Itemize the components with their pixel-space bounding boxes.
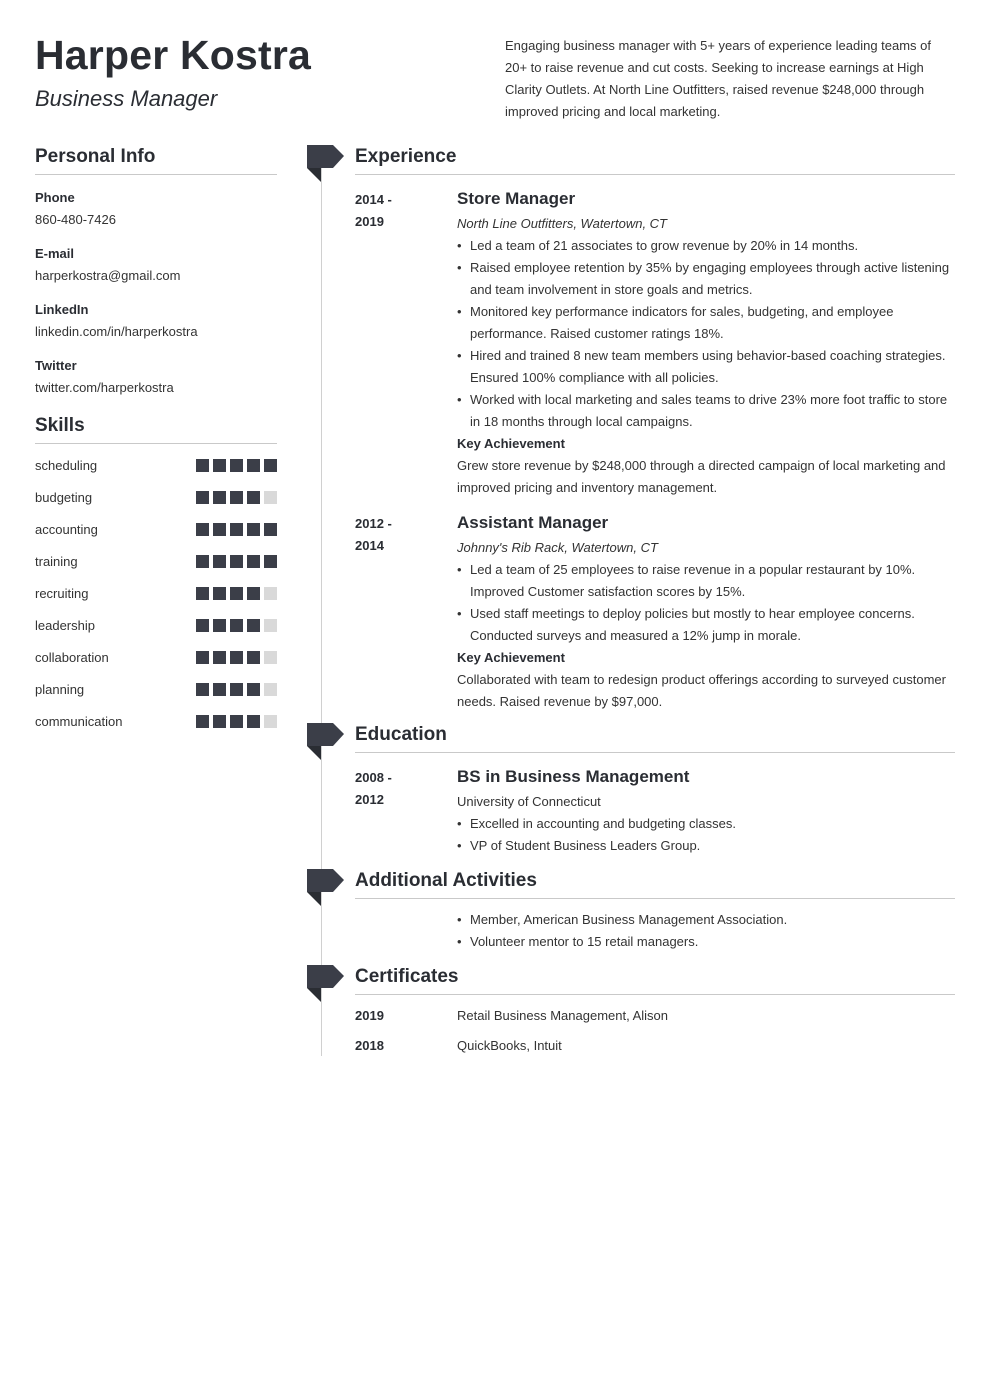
section-flag-icon (307, 869, 344, 907)
email-block (35, 243, 277, 287)
skill-dot-filled (196, 491, 209, 504)
phone-label: Phone (35, 190, 75, 205)
skill-level-meter (196, 619, 277, 632)
skill-row (35, 609, 277, 641)
skill-dot-empty (264, 587, 277, 600)
skill-dot-filled (213, 587, 226, 600)
skill-dot-filled (196, 523, 209, 536)
skill-dot-empty (264, 651, 277, 664)
skill-dot-filled (213, 683, 226, 696)
section-flag-icon (307, 965, 344, 1003)
certificate-row (355, 1035, 955, 1057)
key-achievement-label: Key Achievement (457, 436, 565, 451)
twitter-block (35, 355, 277, 399)
twitter-label: Twitter (35, 358, 77, 373)
skill-dot-filled (247, 459, 260, 472)
list-item: • VP of Student Business Leaders Group. (457, 835, 955, 857)
skill-dot-filled (247, 523, 260, 536)
skill-dot-filled (230, 619, 243, 632)
skill-dot-filled (230, 715, 243, 728)
list-item: • Volunteer mentor to 15 retail managers. (457, 931, 955, 953)
phone-block (35, 187, 277, 231)
skill-dot-filled (213, 459, 226, 472)
skill-level-meter (196, 523, 277, 536)
candidate-title: Business Manager (35, 86, 218, 111)
section-flag-icon (307, 723, 344, 761)
job-role: Assistant Manager (457, 513, 609, 532)
section-flag-icon (307, 145, 344, 183)
list-item: • Raised employee retention by 35% by engaging employees through active listening and team involvement in store goals and metrics. (457, 257, 955, 301)
education-section (355, 724, 955, 857)
skill-name: recruiting (35, 585, 89, 601)
job-dates (355, 511, 457, 713)
skill-dot-filled (230, 523, 243, 536)
activities-heading: Additional Activities (355, 870, 955, 899)
skill-row (35, 545, 277, 577)
email-value: harperkostra@gmail.com (35, 268, 181, 283)
skill-dot-filled (213, 715, 226, 728)
skill-name: collaboration (35, 649, 109, 665)
experience-heading: Experience (355, 146, 955, 175)
certificate-year: 2019 (355, 1008, 384, 1023)
candidate-name: Harper Kostra (35, 32, 312, 78)
skill-name: budgeting (35, 489, 93, 505)
job-company: North Line Outfitters, Watertown, CT (457, 216, 667, 231)
skill-name: communication (35, 713, 123, 729)
skill-name: scheduling (35, 457, 98, 473)
education-heading: Education (355, 724, 955, 753)
skill-level-meter (196, 555, 277, 568)
skills-list (35, 449, 277, 737)
skill-dot-empty (264, 491, 277, 504)
skill-dot-filled (196, 555, 209, 568)
skill-dot-filled (213, 555, 226, 568)
list-item: • Worked with local marketing and sales teams to drive 23% more foot traffic to store in 18 months through local campaigns. (457, 389, 955, 433)
twitter-value: twitter.com/harperkostra (35, 380, 174, 395)
skill-dot-empty (264, 715, 277, 728)
list-item: • Used staff meetings to deploy policies but mostly to hear employee concerns. Conducted surveys and measured a 12% jump in morale. (457, 603, 955, 647)
skill-name: accounting (35, 521, 98, 537)
certificate-year: 2018 (355, 1038, 384, 1053)
skill-dot-filled (213, 619, 226, 632)
skill-dot-filled (213, 523, 226, 536)
key-achievement-text: Grew store revenue by $248,000 through a directed campaign of local marketing and improved pricing and inventory management. (457, 458, 946, 495)
skill-row (35, 481, 277, 513)
email-label: E-mail (35, 246, 75, 261)
skills-heading: Skills (35, 415, 277, 444)
job-start: 2014 - (355, 192, 392, 207)
skill-row (35, 705, 277, 737)
skill-dot-filled (196, 651, 209, 664)
skill-dot-filled (247, 491, 260, 504)
linkedin-value: linkedin.com/in/harperkostra (35, 324, 198, 339)
skill-level-meter (196, 715, 277, 728)
linkedin-block (35, 299, 277, 343)
key-achievement-text: Collaborated with team to redesign product offerings according to surveyed customer needs. Raised revenue by $97,000. (457, 672, 946, 709)
key-achievement-label: Key Achievement (457, 650, 565, 665)
summary-text: Engaging business manager with 5+ years of experience leading teams of 20+ to raise revenue and cut costs. Seeking to increase earnings at High Clarity Outlets. At North Line Outfitters, raised revenue $248,000 through improved pricing and local marketing. (505, 38, 932, 119)
job-dates (355, 187, 457, 499)
skill-dot-filled (247, 619, 260, 632)
skill-name: planning (35, 681, 85, 697)
education-dates (355, 765, 457, 857)
linkedin-label: LinkedIn (35, 302, 89, 317)
skill-dot-filled (230, 683, 243, 696)
skill-dot-filled (230, 555, 243, 568)
list-item: • Excelled in accounting and budgeting classes. (457, 813, 955, 835)
education-bullets (457, 813, 955, 857)
skill-dot-filled (196, 715, 209, 728)
skill-dot-filled (247, 715, 260, 728)
job-company: Johnny's Rib Rack, Watertown, CT (457, 540, 658, 555)
education-end: 2012 (355, 792, 384, 807)
skill-dot-empty (264, 619, 277, 632)
skill-dot-filled (230, 459, 243, 472)
job-end: 2019 (355, 214, 384, 229)
skill-row (35, 673, 277, 705)
certificates-heading: Certificates (355, 966, 955, 995)
certificate-name: Retail Business Management, Alison (457, 1008, 669, 1023)
job-entry (355, 187, 955, 499)
skill-dot-filled (247, 587, 260, 600)
activities-bullets (457, 909, 955, 953)
skill-level-meter (196, 651, 277, 664)
skill-dot-filled (264, 523, 277, 536)
list-item: • Hired and trained 8 new team members using behavior-based coaching strategies. Ensured 100% compliance with all policies. (457, 345, 955, 389)
skill-dot-filled (213, 491, 226, 504)
job-bullets (457, 235, 955, 433)
skill-row (35, 641, 277, 673)
job-end: 2014 (355, 538, 384, 553)
job-bullets (457, 559, 955, 647)
certificate-name: QuickBooks, Intuit (457, 1038, 562, 1053)
skill-level-meter (196, 587, 277, 600)
list-item: • Monitored key performance indicators for sales, budgeting, and employee performance. Raised customer ratings 18%. (457, 301, 955, 345)
list-item: • Led a team of 21 associates to grow revenue by 20% in 14 months. (457, 235, 955, 257)
left-column (35, 146, 277, 737)
skill-level-meter (196, 491, 277, 504)
activities-section (355, 870, 955, 953)
degree-title: BS in Business Management (457, 767, 690, 786)
skill-dot-filled (196, 587, 209, 600)
skill-dot-empty (264, 683, 277, 696)
job-role: Store Manager (457, 189, 576, 208)
education-entry (355, 765, 955, 857)
skill-dot-filled (230, 491, 243, 504)
skill-dot-filled (264, 555, 277, 568)
list-item: • Member, American Business Management Association. (457, 909, 955, 931)
skill-row (35, 577, 277, 609)
personal-info-heading: Personal Info (35, 146, 277, 175)
skill-dot-filled (196, 683, 209, 696)
skill-dot-filled (247, 555, 260, 568)
skill-level-meter (196, 683, 277, 696)
skill-row (35, 513, 277, 545)
timeline-line (321, 168, 322, 1056)
skill-dot-filled (230, 651, 243, 664)
job-start: 2012 - (355, 516, 392, 531)
job-entry (355, 511, 955, 713)
skill-dot-filled (196, 459, 209, 472)
skill-dot-filled (264, 459, 277, 472)
skill-dot-filled (247, 651, 260, 664)
experience-section (355, 146, 955, 713)
skill-level-meter (196, 459, 277, 472)
list-item: • Led a team of 25 employees to raise revenue in a popular restaurant by 10%. Improved Customer satisfaction scores by 15%. (457, 559, 955, 603)
certificate-row (355, 1005, 955, 1027)
education-start: 2008 - (355, 770, 392, 785)
skill-dot-filled (247, 683, 260, 696)
skill-dot-filled (196, 619, 209, 632)
skill-dot-filled (230, 587, 243, 600)
skill-dot-filled (213, 651, 226, 664)
skill-row (35, 449, 277, 481)
certificates-section (355, 966, 955, 1057)
school-name: University of Connecticut (457, 794, 601, 809)
activities-entry (355, 909, 955, 953)
skill-name: training (35, 553, 78, 569)
skill-name: leadership (35, 617, 95, 633)
phone-value: 860-480-7426 (35, 212, 116, 227)
